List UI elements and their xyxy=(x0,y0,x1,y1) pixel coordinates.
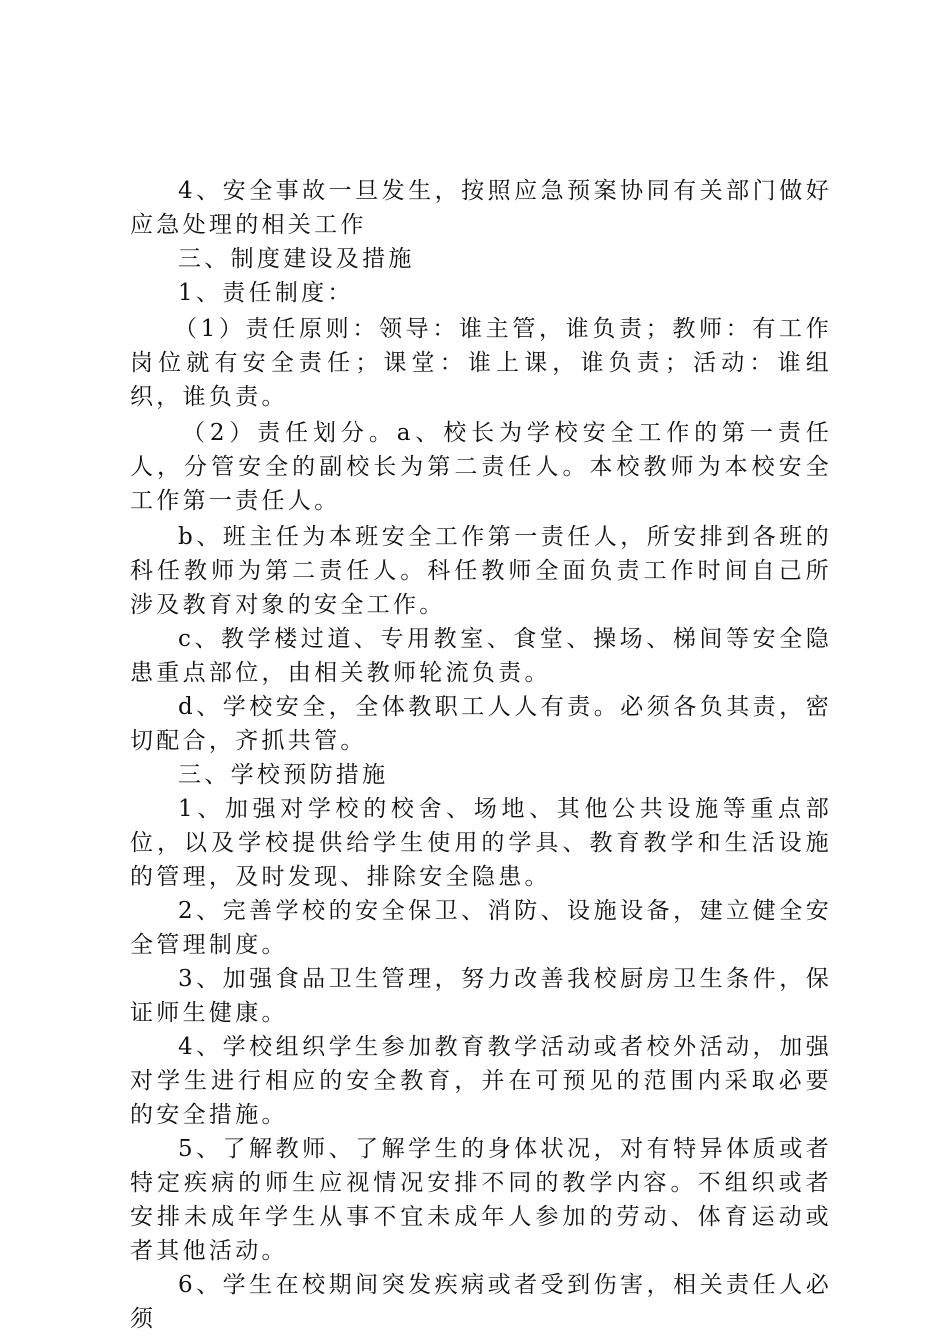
paragraph-measure-2: 2、完善学校的安全保卫、消防、设施设备，建立健全安全管理制度。 xyxy=(130,898,832,958)
paragraph-measure-3: 3、加强食品卫生管理，努力改善我校厨房卫生条件，保证师生健康。 xyxy=(130,966,832,1026)
paragraph-measure-6: 6、学生在校期间突发疾病或者受到伤害，相关责任人必须 xyxy=(130,1272,832,1332)
paragraph-emergency-handling: 4、安全事故一旦发生，按照应急预案协同有关部门做好应急处理的相关工作 xyxy=(130,178,832,238)
paragraph-measure-5: 5、了解教师、了解学生的身体状况，对有特异体质或者特定疾病的师生应视情况安排不同的教学内容。不组织或者安排未成年学生从事不宜未成年人参加的劳动、体育运动或者其他活动。 xyxy=(130,1136,832,1264)
heading-system-construction: 三、制度建设及措施 xyxy=(178,246,415,272)
paragraph-item-b: b、班主任为本班安全工作第一责任人，所安排到各班的科任教师为第二责任人。科任教师全面负责工作时间自己所涉及教育对象的安全工作。 xyxy=(130,524,832,618)
paragraph-measure-1: 1、加强对学校的校舍、场地、其他公共设施等重点部位，以及学校提供给学生使用的学具、教育教学和生活设施的管理，及时发现、排除安全隐患。 xyxy=(130,796,832,890)
heading-prevention-measures: 三、学校预防措施 xyxy=(178,762,389,788)
heading-responsibility-system: 1、责任制度： xyxy=(178,280,354,306)
paragraph-responsibility-principle: （1）责任原则：领导：谁主管，谁负责；教师：有工作岗位就有安全责任；课堂：谁上课，谁负责；活动：谁组织，谁负责。 xyxy=(130,316,832,410)
paragraph-responsibility-division: （2）责任划分。a、校长为学校安全工作的第一责任人，分管安全的副校长为第二责任人。本校教师为本校安全工作第一责任人。 xyxy=(130,420,832,514)
document-body xyxy=(130,174,832,1336)
paragraph-item-d: d、学校安全，全体教职工人人有责。必须各负其责，密切配合，齐抓共管。 xyxy=(130,694,832,754)
paragraph-item-c: c、教学楼过道、专用教室、食堂、操场、梯间等安全隐患重点部位，由相关教师轮流负责。 xyxy=(130,626,832,686)
paragraph-measure-4: 4、学校组织学生参加教育教学活动或者校外活动，加强对学生进行相应的安全教育，并在可预见的范围内采取必要的安全措施。 xyxy=(130,1034,832,1128)
